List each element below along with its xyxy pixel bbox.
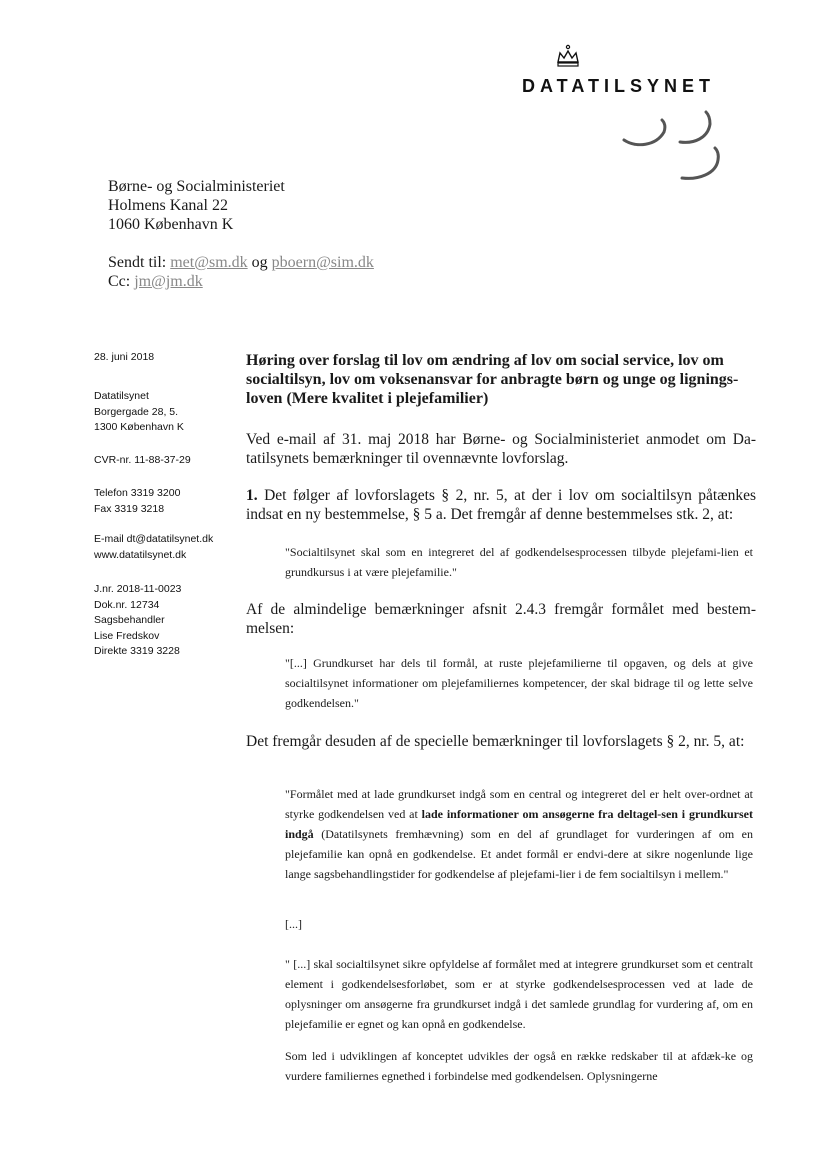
handler-name: Lise Fredskov — [94, 629, 160, 642]
crown-icon — [555, 44, 581, 70]
paragraph-1-text: Det følger af lovforslagets § 2, nr. 5, at der i lov om socialtilsyn påtænkes indsat en ny bestemmelse, § 5 a. Det fremgår af denne bestemmelses stk. 2, at: — [246, 487, 756, 523]
handler-direct-phone: Direkte 3319 3228 — [94, 645, 180, 657]
email-link-pboern[interactable]: pboern@sim.dk — [271, 254, 374, 271]
intro-paragraph: Ved e-mail af 31. maj 2018 har Børne- og Socialministeriet anmodet om Da-tatilsynets bemærkninger til ovennævnte lovforslag. — [246, 431, 756, 467]
handler-label: Sagsbehandler — [94, 614, 165, 626]
sender-city: 1300 København K — [94, 421, 184, 433]
fax-number: Fax 3319 3218 — [94, 502, 165, 515]
paragraph-2: Af de almindelige bemærkninger afsnit 2.4.3 fremgår formålet med bestem-melsen: — [246, 601, 756, 637]
sent-joiner: og — [251, 254, 268, 271]
paragraph-1 — [246, 486, 756, 524]
recipient-line: Børne- og Socialministeriet — [108, 178, 285, 195]
case-info — [94, 582, 181, 660]
quote-5: Som led i udviklingen af konceptet udvikles der også en række redskaber til at afdæk-ke og vurdere familiernes egnethed i forbindelse med godkendelsen. Oplysningerne — [285, 1049, 753, 1083]
quote-3-emphasis: lade informationer om ansøgerne fra deltagel-sen i grundkurset indgå — [285, 807, 753, 841]
sender-street: Borgergade 28, 5. — [94, 405, 179, 418]
contact-email: E-mail dt@datatilsynet.dk — [94, 533, 214, 545]
quote-2: "[...] Grundkurset har dels til formål, at ruste plejefamilierne til opgaven, og dels at give socialtilsynet informationer om plejefamiliernes kompetencer, der skal bidrage til og lette selve godkendelsen." — [285, 656, 753, 710]
logo-wordmark: DATATILSYNET — [522, 76, 715, 96]
recipient-line: Holmens Kanal 22 — [108, 197, 228, 214]
sender-org: Datatilsynet — [94, 390, 149, 402]
contact-phones — [94, 486, 180, 517]
sent-to-block — [108, 253, 374, 291]
sender-address — [94, 389, 184, 436]
contact-online — [94, 532, 213, 563]
quote-1: "Socialtilsynet skal som en integreret del af godkendelsesprocessen tilbyde plejefami-lien et grundkursus i at være plejefamilie." — [285, 545, 753, 579]
recipient-address — [108, 177, 285, 234]
email-link-jm[interactable]: jm@jm.dk — [134, 273, 203, 290]
quote-4: " [...] skal socialtilsynet sikre opfyldelse af formålet med at integrere grundkurset som et centralt element i godkendelsesforløbet, som er at styrke godkendelsesprocessen ved at lade de oplysninger om ansøgerne fra grundkurset indgå i det samlede grundlag for vurdering af, om en plejefamilie er egnet og kan opnå en godkendelse. — [285, 957, 753, 1031]
recipient-line: 1060 København K — [108, 216, 234, 233]
handwritten-signature — [618, 108, 728, 188]
journal-number: J.nr. 2018-11-0023 — [94, 583, 182, 595]
sent-to-label: Sendt til: — [108, 254, 167, 271]
email-link-sm[interactable]: met@sm.dk — [170, 254, 248, 271]
cc-label: Cc: — [108, 273, 131, 290]
quote-3-part-a: "Formålet med at lade grundkurset indgå som en central og integreret del er helt over-ordnet at styrke godkendelsen ved at — [285, 787, 753, 821]
contact-website: www.datatilsynet.dk — [94, 548, 187, 561]
cvr-number: CVR-nr. 11-88-37-29 — [94, 454, 191, 466]
quote-ellipsis: [...] — [285, 917, 302, 931]
letter-subject: Høring over forslag til lov om ændring af lov om social service, lov om socialtilsyn, lov om voksenansvar for anbragte børn og unge og lignings-loven (Mere kvalitet i plejefamilier) — [246, 352, 739, 407]
letter-date: 28. juni 2018 — [94, 351, 155, 363]
paragraph-3: Det fremgår desuden af de specielle bemærkninger til lovforslagets § 2, nr. 5, at: — [246, 733, 745, 750]
phone-number: Telefon 3319 3200 — [94, 487, 181, 499]
quote-3-part-b: (Datatilsynets fremhævning) som en del af grundlaget for vurderingen af om en plejefamilie kan opnå en godkendelse. Et andet formål er endvi-dere at sikre nogenlunde lige lange sagsbehandlingstider for godkendelse af plejefami-lier i de fem socialtilsyn i mellem." — [285, 827, 753, 881]
paragraph-number: 1. — [246, 487, 258, 504]
quote-3 — [285, 784, 753, 884]
document-number: Dok.nr. 12734 — [94, 598, 160, 611]
